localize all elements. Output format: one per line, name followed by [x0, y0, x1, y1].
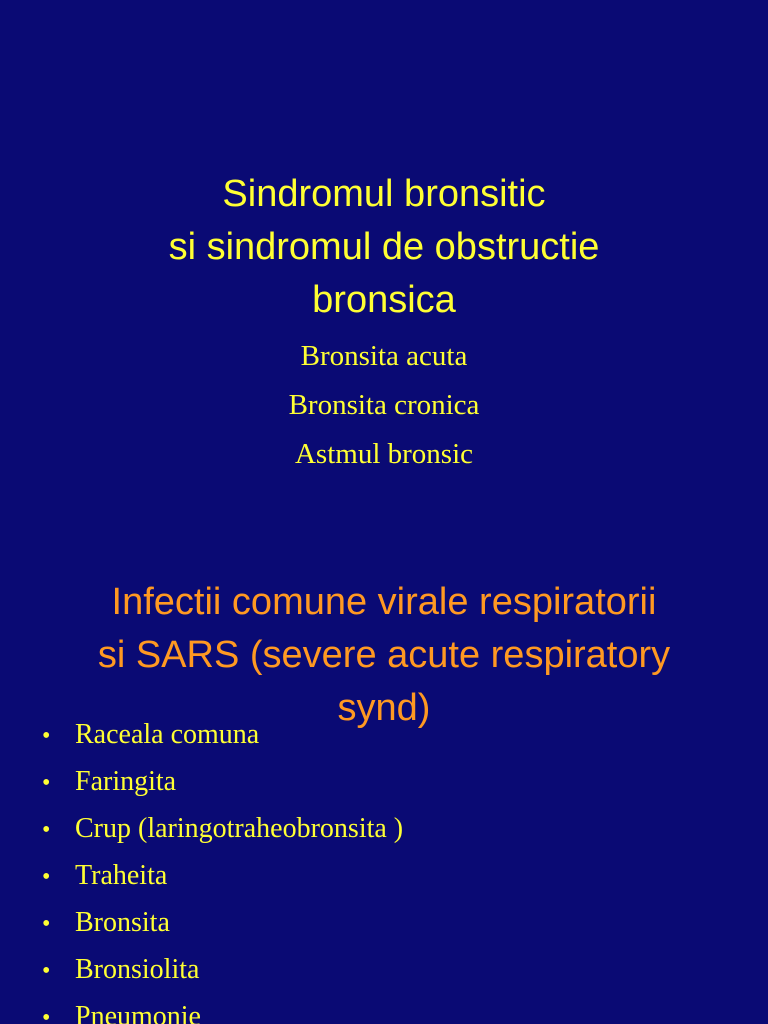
slide-2-title-line: Infectii comune virale respiratorii	[111, 581, 657, 623]
list-item	[42, 759, 742, 806]
list-item	[42, 900, 742, 947]
list-item-text: Faringita	[75, 766, 177, 797]
bullet-icon: •	[42, 723, 51, 749]
list-item-text: Traheita	[75, 860, 168, 891]
slide-1-title	[0, 168, 768, 327]
slide-2-title-line: synd)	[337, 687, 431, 729]
list-item	[42, 947, 742, 994]
slide-1-title-line: si sindromul de obstructie	[168, 226, 600, 268]
bullet-icon: •	[42, 817, 51, 843]
slide-1-topic-item: Astmul bronsic	[294, 438, 474, 470]
list-item-text: Bronsiolita	[75, 954, 200, 985]
bullet-icon: •	[42, 770, 51, 796]
bullet-icon: •	[42, 911, 51, 937]
slide-2-title-line: si SARS (severe acute respiratory	[97, 634, 671, 676]
list-item-text: Raceala comuna	[75, 719, 260, 750]
list-item	[42, 806, 742, 853]
slide-1-title-line: bronsica	[312, 279, 456, 321]
list-item	[42, 712, 742, 759]
slide-2-bullet-list	[42, 712, 742, 1024]
list-item-text: Pneumonie	[75, 1001, 201, 1024]
list-item	[42, 994, 742, 1024]
slide-1-topic-list	[0, 332, 768, 479]
list-item-text: Crup (laringotraheobronsita )	[75, 813, 404, 844]
slide-1-topic-item: Bronsita cronica	[288, 389, 480, 421]
slide-1-topic-item: Bronsita acuta	[300, 340, 468, 372]
bullet-icon: •	[42, 1005, 51, 1024]
slide-1-title-line: Sindromul bronsitic	[222, 173, 546, 215]
list-item-text: Bronsita	[75, 907, 170, 938]
list-item	[42, 853, 742, 900]
bullet-icon: •	[42, 864, 51, 890]
bullet-icon: •	[42, 958, 51, 984]
